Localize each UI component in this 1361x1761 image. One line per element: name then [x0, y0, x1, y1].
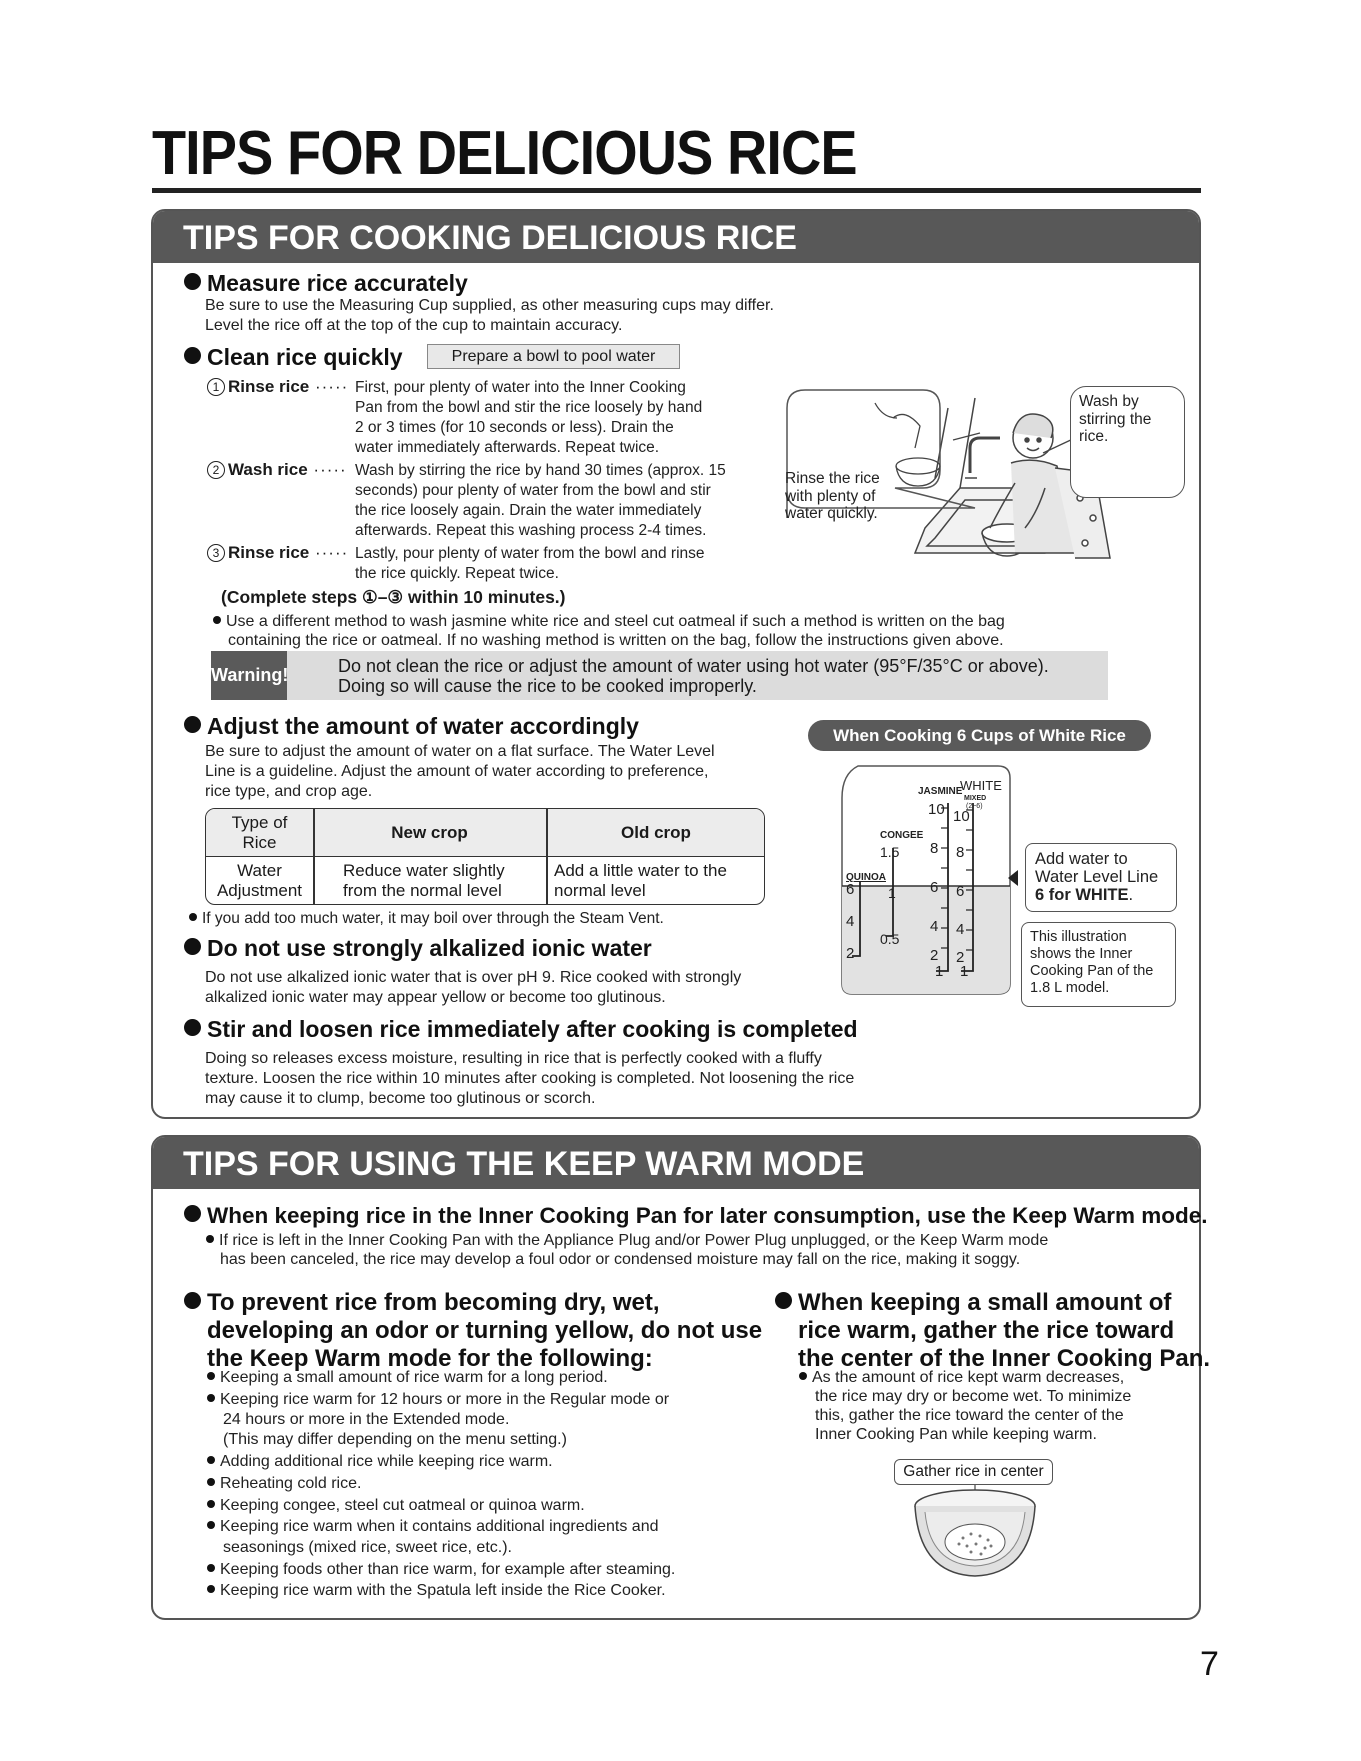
- congee-mark-0-5: 0.5: [880, 931, 900, 947]
- step-3-text-2: the rice quickly. Repeat twice.: [355, 565, 559, 582]
- warning-tag: Warning!: [211, 651, 287, 700]
- illustration-note-line-2: shows the Inner: [1030, 946, 1133, 962]
- jasmine-mark-2: 2: [930, 947, 939, 964]
- congee-mark-1: 1: [888, 885, 896, 901]
- quinoa-mark-2: 2: [846, 945, 855, 962]
- jasmine-mark-8: 8: [930, 840, 939, 857]
- gauge-white-label: WHITE: [960, 778, 1002, 793]
- rinse-callout-line-1: Rinse the rice: [785, 470, 880, 487]
- illustration-note-line-1: This illustration: [1030, 929, 1127, 945]
- quinoa-mark-4: 4: [846, 913, 855, 930]
- prevent-item-7: Keeping foods other than rice warm, for example after steaming.: [207, 1560, 675, 1581]
- keep-warm-main-heading: When keeping rice in the Inner Cooking Pan for later consumption, use the Keep Warm mode.: [184, 1203, 1208, 1229]
- rinse-callout-line-2: with plenty of: [785, 487, 876, 505]
- warning-line-1: Do not clean the rice or adjust the amount of water using hot water (95°F/35°C or above).: [338, 656, 1049, 676]
- white-mark-4: 4: [956, 921, 965, 938]
- gauge-quinoa-label: QUINOA: [846, 872, 886, 883]
- jasmine-mark-1: 1: [935, 963, 944, 980]
- gather-rice-label: Gather rice in center: [894, 1459, 1053, 1485]
- prevent-item-1: Keeping a small amount of rice warm for a long period.: [207, 1368, 608, 1389]
- page-number: 7: [1200, 1645, 1219, 1683]
- complete-steps-note: (Complete steps ①–③ within 10 minutes.): [221, 587, 566, 607]
- cooking-tips-header: TIPS FOR COOKING DELICIOUS RICE: [153, 211, 1199, 263]
- rinse-callout-line-3: water quickly.: [785, 505, 878, 522]
- table-header-old-crop: Old crop: [621, 823, 691, 842]
- title-rule: [152, 188, 1201, 193]
- step-2-text-4: afterwards. Repeat this washing process 2-4 times.: [355, 522, 707, 539]
- prevent-item-2: Keeping rice warm for 12 hours or more in the Regular mode or: [207, 1390, 669, 1411]
- stir-line-3: may cause it to clump, become too glutinous or scorch.: [205, 1090, 596, 1107]
- prevent-item-3: Adding additional rice while keeping rice warm.: [207, 1452, 553, 1473]
- keep-warm-header: TIPS FOR USING THE KEEP WARM MODE: [153, 1137, 1199, 1189]
- step-1-text-1: First, pour plenty of water into the Inner Cooking: [355, 379, 686, 396]
- adjust-line-1: Be sure to adjust the amount of water on a flat surface. The Water Level: [205, 743, 715, 760]
- adjust-heading: Adjust the amount of water accordingly: [184, 713, 639, 740]
- wash-callout: [1070, 386, 1185, 498]
- gauge-congee-label: CONGEE: [880, 830, 924, 841]
- prevent-heading: To prevent rice from becoming dry, wet, developing an odor or turning yellow, do not use the Keep Warm mode for the following:: [184, 1289, 744, 1373]
- white-mark-2: 2: [956, 949, 965, 966]
- rinse-callout: [777, 410, 942, 538]
- prevent-item-6-cont: seasonings (mixed rice, sweet rice, etc.).: [223, 1539, 512, 1556]
- white-mark-8: 8: [956, 844, 965, 861]
- water-adjustment-table: [205, 808, 765, 905]
- boil-over-note: If you add too much water, it may boil over through the Steam Vent.: [189, 909, 664, 930]
- table-row-label: Water Adjustment: [216, 861, 303, 900]
- measure-heading: Measure rice accurately: [184, 270, 468, 297]
- step-3-label: 3 Rinse rice ·····: [207, 543, 348, 563]
- table-cell-new-crop: Reduce water slightly from the normal level: [343, 861, 505, 900]
- illustration-note-callout: [1021, 922, 1176, 1007]
- gauge-mixed-range: (2~6): [966, 803, 983, 810]
- step-1-text-4: water immediately afterwards. Repeat twice.: [355, 439, 660, 456]
- alkaline-heading: Do not use strongly alkalized ionic water: [184, 935, 652, 962]
- inner-pan-rice-illustration: [905, 1484, 1045, 1584]
- stir-line-1: Doing so releases excess moisture, resulting in rice that is perfectly cooked with a fluffy: [205, 1050, 822, 1067]
- keep-warm-note-1: If rice is left in the Inner Cooking Pan with the Appliance Plug and/or Power Plug unplugged, or the Keep Warm mode: [206, 1231, 1048, 1252]
- step-1-text-2: Pan from the bowl and stir the rice loosely by hand: [355, 399, 703, 416]
- quinoa-mark-6: 6: [846, 881, 855, 898]
- six-cups-badge: When Cooking 6 Cups of White Rice: [808, 720, 1151, 751]
- step-2-text-1: Wash by stirring the rice by hand 30 times (approx. 15: [355, 462, 726, 479]
- prevent-item-8: Keeping rice warm with the Spatula left inside the Rice Cooker.: [207, 1581, 666, 1602]
- add-water-end: .: [1128, 886, 1134, 904]
- jasmine-mark-6: 6: [930, 879, 939, 896]
- wash-callout-line-3: rice.: [1079, 428, 1109, 445]
- water-level-gauge: [838, 758, 1018, 998]
- adjust-line-3: rice type, and crop age.: [205, 783, 373, 800]
- step-2-text-3: the rice loosely again. Drain the water immediately: [355, 502, 702, 519]
- prevent-item-6: Keeping rice warm when it contains additional ingredients and: [207, 1517, 658, 1538]
- alkaline-line-1: Do not use alkalized ionic water that is over pH 9. Rice cooked with strongly: [205, 969, 742, 986]
- wash-callout-line-2: stirring the: [1079, 410, 1152, 428]
- step-3-text-1: Lastly, pour plenty of water from the bowl and rinse: [355, 545, 705, 562]
- small-amount-note-2: the rice may dry or become wet. To minimize: [815, 1388, 1132, 1405]
- step-1-label: 1 Rinse rice ·····: [207, 377, 348, 397]
- illustration-note-line-4: 1.8 L model.: [1030, 980, 1110, 996]
- prevent-item-4: Reheating cold rice.: [207, 1474, 361, 1495]
- small-amount-heading: When keeping a small amount of rice warm, gather the rice toward the center of the Inner Cooking Pan.: [775, 1289, 1195, 1373]
- wash-callout-line-1: Wash by: [1079, 393, 1139, 410]
- measure-line-2: Level the rice off at the top of the cup to maintain accuracy.: [205, 317, 623, 334]
- warning-line-2: Doing so will cause the rice to be cooked improperly.: [338, 676, 757, 696]
- stir-line-2: texture. Loosen the rice within 10 minutes after cooking is completed. Not loosening the rice: [205, 1070, 855, 1087]
- table-cell-old-crop: Add a little water to the normal level: [554, 861, 727, 900]
- step-1-text-3: 2 or 3 times (for 10 seconds or less). Drain the: [355, 419, 674, 436]
- congee-mark-1-5: 1.5: [880, 844, 900, 860]
- white-mark-1: 1: [960, 963, 969, 980]
- small-amount-note-3: this, gather the rice toward the center of the: [815, 1407, 1124, 1424]
- warning-box: [211, 651, 1108, 700]
- jasmine-mark-4: 4: [930, 918, 939, 935]
- alkaline-line-2: alkalized ionic water may appear yellow or become too glutinous.: [205, 989, 666, 1006]
- add-water-callout: [1025, 843, 1177, 912]
- keep-warm-note-2: has been canceled, the rice may develop a foul odor or condensed moisture may fall on the rice, making it soggy.: [220, 1251, 1021, 1268]
- illustration-note-line-3: Cooking Pan of the: [1030, 963, 1154, 979]
- clean-heading: Clean rice quickly: [184, 344, 403, 371]
- stir-heading: Stir and loosen rice immediately after cooking is completed: [184, 1016, 858, 1043]
- prevent-item-2-cont-2: (This may differ depending on the menu setting.): [223, 1431, 567, 1448]
- table-header-new-crop: New crop: [391, 823, 468, 842]
- small-amount-note-1: As the amount of rice kept warm decreases,: [799, 1368, 1124, 1389]
- add-water-line-1: Add water to: [1035, 850, 1128, 868]
- step-2-text-2: seconds) pour plenty of water from the bowl and stir: [355, 482, 711, 499]
- gauge-mixed-label: MIXED: [964, 795, 987, 802]
- prevent-item-5: Keeping congee, steel cut oatmeal or quinoa warm.: [207, 1496, 585, 1517]
- jasmine-note-2: containing the rice or oatmeal. If no washing method is written on the bag, follow the instructions given above.: [228, 632, 1004, 649]
- warning-text: [338, 656, 1049, 696]
- prevent-item-2-cont-1: 24 hours or more in the Extended mode.: [223, 1411, 510, 1428]
- measure-line-1: Be sure to use the Measuring Cup supplied, as other measuring cups may differ.: [205, 297, 774, 314]
- add-water-line-2: Water Level Line: [1035, 868, 1159, 886]
- adjust-line-2: Line is a guideline. Adjust the amount of water according to preference,: [205, 763, 709, 780]
- white-mark-6: 6: [956, 883, 965, 900]
- jasmine-note-1: Use a different method to wash jasmine white rice and steel cut oatmeal if such a method is written on the bag: [213, 612, 1005, 633]
- page-title: TIPS FOR DELICIOUS RICE: [152, 119, 857, 188]
- prepare-bowl-label: Prepare a bowl to pool water: [427, 344, 680, 369]
- add-water-bold: 6 for WHITE: [1035, 886, 1129, 904]
- white-mark-10: 10: [953, 808, 970, 825]
- step-2-label: 2 Wash rice ·····: [207, 460, 347, 480]
- gauge-jasmine-label: JASMINE: [918, 786, 963, 797]
- jasmine-mark-10: 10: [928, 801, 945, 818]
- small-amount-note-4: Inner Cooking Pan while keeping warm.: [815, 1426, 1097, 1443]
- table-header-type: Type of Rice: [231, 813, 288, 852]
